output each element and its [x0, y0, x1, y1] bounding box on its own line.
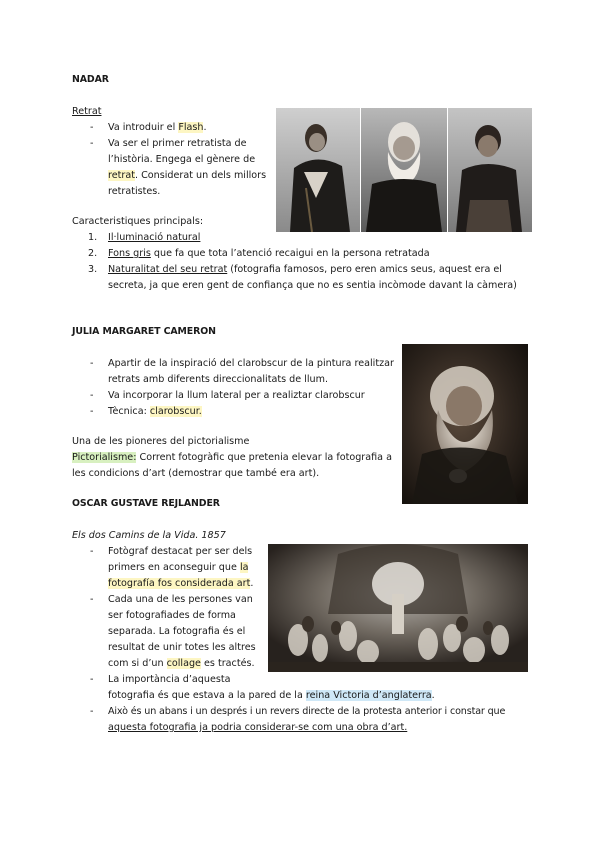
highlight-flash: Flash [178, 122, 204, 133]
nadar-bullet-2-line-3: retrat. Considerat un dels millors [108, 170, 267, 181]
subheading-dos-camins: Els dos Camins de la Vida. 1857 [72, 530, 226, 541]
rejlander-bullet-3-line-2: fotografia és que estava a la pared de la reina Victoria d’anglaterra. [108, 690, 435, 701]
caracteristiques-label: Caracteristiques principals: [72, 216, 204, 227]
highlight-clarobscur: clarobscur. [149, 406, 202, 417]
rejlander-bullet-2-line-2: ser fotografiades de forma [108, 610, 236, 621]
highlight-reina-victoria: reina Victoria d’anglaterra [305, 690, 432, 701]
cameron-bullet-1-line-2: retrats amb diferents direccionalitats de llum. [108, 374, 329, 385]
cameron-portrait-photo [402, 344, 528, 504]
numbered-item-3-line-2: secreta, ja que eren gent de confiança que no es sentia incòmode davant la càmera) [108, 280, 517, 291]
rejlander-bullet-2-line-5: com si d’un collage es tractés. [108, 658, 255, 669]
highlight-retrat: retrat [108, 170, 135, 181]
rejlander-bullet-2-line-4: resultat de unir totes les altres [108, 642, 256, 653]
pictorialisme-definition-line-2: les condicions d’art (demostrar que també era art). [72, 468, 320, 479]
pictorialisme-intro: Una de les pioneres del pictorialisme [72, 436, 250, 447]
pictorialisme-definition: Pictorialisme: Corrent fotogràfic que pretenia elevar la fotografia a [72, 452, 392, 463]
rejlander-bullet-1-line-3: fotografía fos considerada art. [108, 578, 254, 589]
rejlander-bullet-4-line-2: aquesta fotografia ja podria considerar-se com una obra d’art. [108, 722, 408, 733]
dos-camins-photo [268, 544, 528, 672]
highlight-fotografia-art: fotografía fos considerada art [108, 578, 251, 589]
section-heading-nadar: NADAR [72, 74, 109, 85]
highlight-pictorialisme: Pictorialisme: [72, 452, 137, 463]
subheading-retrat: Retrat [72, 106, 102, 117]
rejlander-bullet-1-line-2: primers en aconseguir que la [108, 562, 249, 573]
section-heading-cameron: JULIA MARGARET CAMERON [72, 326, 216, 337]
highlight-collage: collage [166, 658, 201, 669]
nadar-bullet-2-line-4: retratistes. [108, 186, 161, 197]
nadar-portraits-photo [276, 108, 532, 232]
nadar-bullet-2-line-2: l’història. Engega el gènere de [108, 154, 256, 165]
section-heading-rejlander: OSCAR GUSTAVE REJLANDER [72, 498, 220, 509]
rejlander-bullet-2-line-3: separada. La fotografia és el [108, 626, 246, 637]
